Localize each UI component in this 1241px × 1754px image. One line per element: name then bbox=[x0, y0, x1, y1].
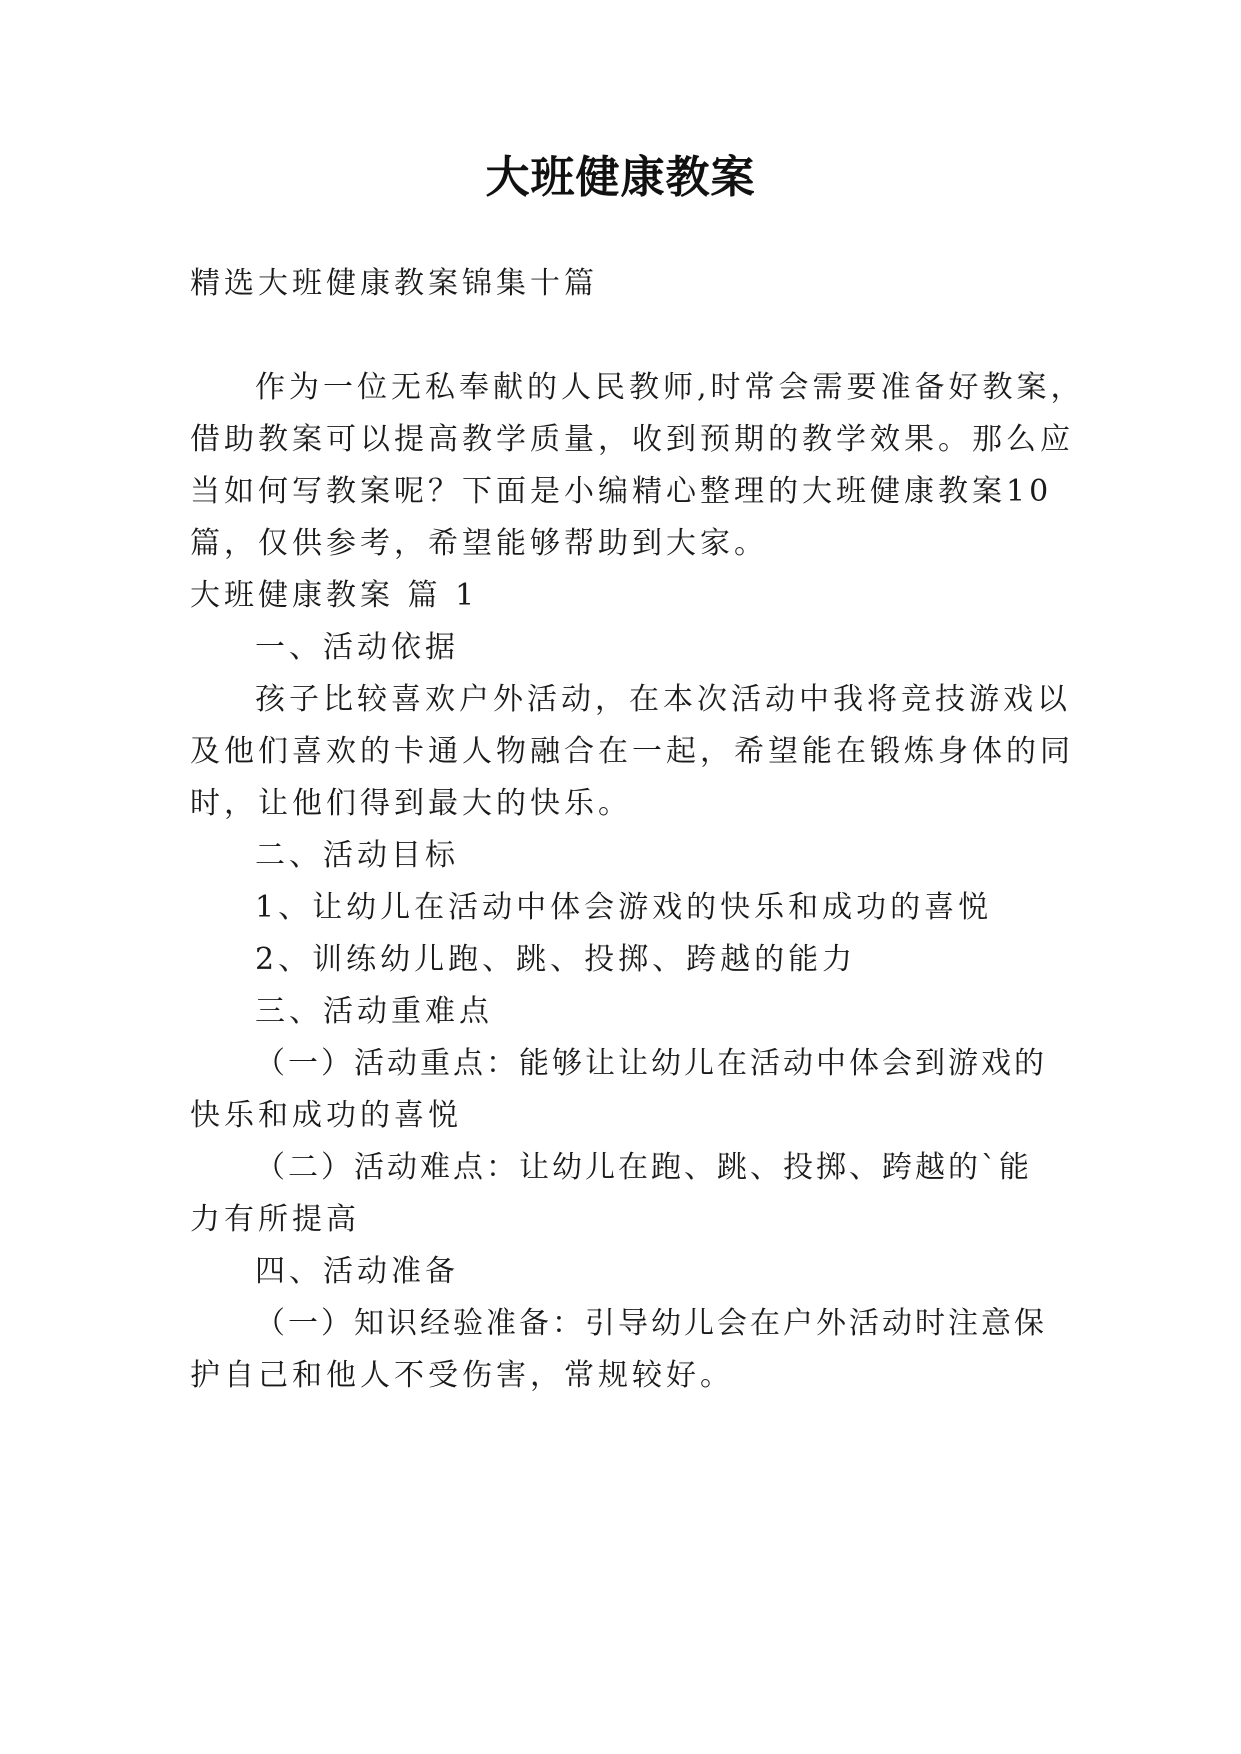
preparation-line-1: （一）知识经验准备：引导幼儿会在户外活动时注意保 bbox=[255, 1306, 1047, 1341]
heading-key-difficult-points: 三、活动重难点 bbox=[255, 994, 493, 1029]
intro-line-2: 借助教案可以提高教学质量，收到预期的教学效果。那么应 bbox=[190, 422, 1074, 457]
key-point-line-2: 快乐和成功的喜悦 bbox=[190, 1098, 462, 1133]
goal-item-1: 1、让幼儿在活动中体会游戏的快乐和成功的喜悦 bbox=[255, 890, 993, 925]
heading-activity-goals: 二、活动目标 bbox=[255, 838, 459, 873]
difficulty-line-2: 力有所提高 bbox=[190, 1202, 360, 1237]
section-heading: 大班健康教案 篇 1 bbox=[190, 578, 479, 613]
basis-line-2: 及他们喜欢的卡通人物融合在一起，希望能在锻炼身体的同 bbox=[190, 734, 1074, 769]
heading-activity-preparation: 四、活动准备 bbox=[255, 1254, 459, 1289]
basis-line-3: 时，让他们得到最大的快乐。 bbox=[190, 786, 632, 821]
page-title: 大班健康教案 bbox=[485, 152, 756, 203]
intro-line-1: 作为一位无私奉献的人民教师,时常会需要准备好教案， bbox=[255, 370, 1085, 405]
document-subtitle: 精选大班健康教案锦集十篇 bbox=[190, 266, 598, 301]
difficulty-line-1: （二）活动难点：让幼儿在跑、跳、投掷、跨越的`能 bbox=[255, 1150, 1032, 1185]
key-point-line-1: （一）活动重点：能够让让幼儿在活动中体会到游戏的 bbox=[255, 1046, 1047, 1081]
preparation-line-2: 护自己和他人不受伤害，常规较好。 bbox=[190, 1358, 734, 1393]
basis-line-1: 孩子比较喜欢户外活动，在本次活动中我将竞技游戏以 bbox=[255, 682, 1071, 717]
intro-line-3: 当如何写教案呢？下面是小编精心整理的大班健康教案10 bbox=[190, 474, 1053, 509]
goal-item-2: 2、训练幼儿跑、跳、投掷、跨越的能力 bbox=[255, 942, 857, 977]
heading-activity-basis: 一、活动依据 bbox=[255, 630, 459, 665]
intro-line-4: 篇，仅供参考，希望能够帮助到大家。 bbox=[190, 526, 768, 561]
